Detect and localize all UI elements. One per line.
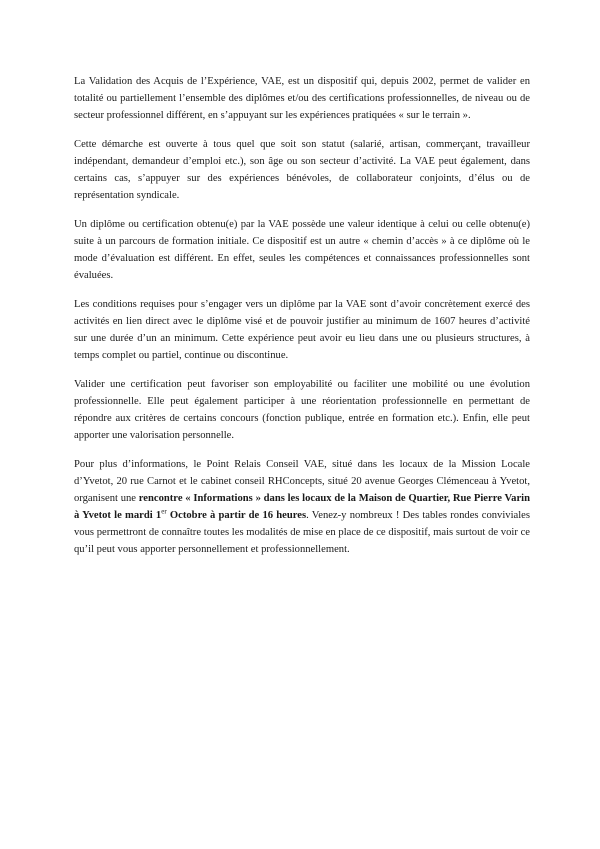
document-body <box>74 73 530 570</box>
paragraph-benefits: Valider une certification peut favoriser son employabilité ou faciliter une mobilité ou une évolution professionnelle. Elle peut également participer à une réorientation professionnelle en permettant de répondre aux critères de certains concours (fonction publique, entrée en formation etc.). Enfin, elle peut apporter une valorisation personnelle. <box>74 379 530 441</box>
meeting-time-text: Octobre à partir de 16 heures <box>166 510 307 521</box>
paragraph-diploma-value: Un diplôme ou certification obtenu(e) par la VAE possède une valeur identique à celui ou celle obtenu(e) suite à un parcours de formation initiale. Ce dispositif est un autre « chemin d’accès » à ce diplôme où le mode d’évaluation est différent. En effet, seules les compétences et connaissances professionnelles sont évaluées. <box>74 219 530 281</box>
meeting-intro-text: Pour plus d’informations, le Point Relais Conseil VAE, situé dans les locaux de la Mission Locale d’Yvetot, 20 rue Carnot et le cabinet conseil RHConcepts, situé 20 avenue Georges Clémenceau à Yvetot, organisent une <box>74 459 530 504</box>
meeting-location-text: rencontre « Informations » dans les locaux de la Maison de Quartier, Rue Pierre Varin à Yvetot le mardi 1 <box>74 493 530 521</box>
date-ordinal-suffix: er <box>161 507 167 516</box>
paragraph-eligibility: Cette démarche est ouverte à tous quel que soit son statut (salarié, artisan, commerçant, travailleur indépendant, demandeur d’emploi etc.), son âge ou son secteur d’activité. La VAE peut également, dans certains cas, s’appuyer sur des expériences bénévoles, de collaborateur conjoints, d’élus ou de représentation syndicale. <box>74 139 530 201</box>
paragraph-information-meeting <box>74 456 530 558</box>
paragraph-requirements: Les conditions requises pour s’engager vers un diplôme par la VAE sont d’avoir concrètement exercé des activités en lien direct avec le diplôme visé et de pouvoir justifier au minimum de 1607 heures d’activité sur une durée d’un an minimum. Cette expérience peut avoir eu lieu dans une ou plusieurs structures, à temps complet ou partiel, continue ou discontinue. <box>74 299 530 361</box>
paragraph-vae-definition: La Validation des Acquis de l’Expérience, VAE, est un dispositif qui, depuis 2002, permet de valider en totalité ou partiellement l’ensemble des diplômes et/ou des certifications professionnelles, de niveau ou de secteur professionnel différent, en s’appuyant sur les expériences pratiquées « sur le terrain ». <box>74 76 530 121</box>
meeting-closing-text: . Venez-y nombreux ! Des tables rondes conviviales vous permettront de connaître toutes les modalités de mise en place de ce dispositif, mais surtout de voir ce qu’il peut vous apporter personnellement et professionnellement. <box>74 510 530 555</box>
